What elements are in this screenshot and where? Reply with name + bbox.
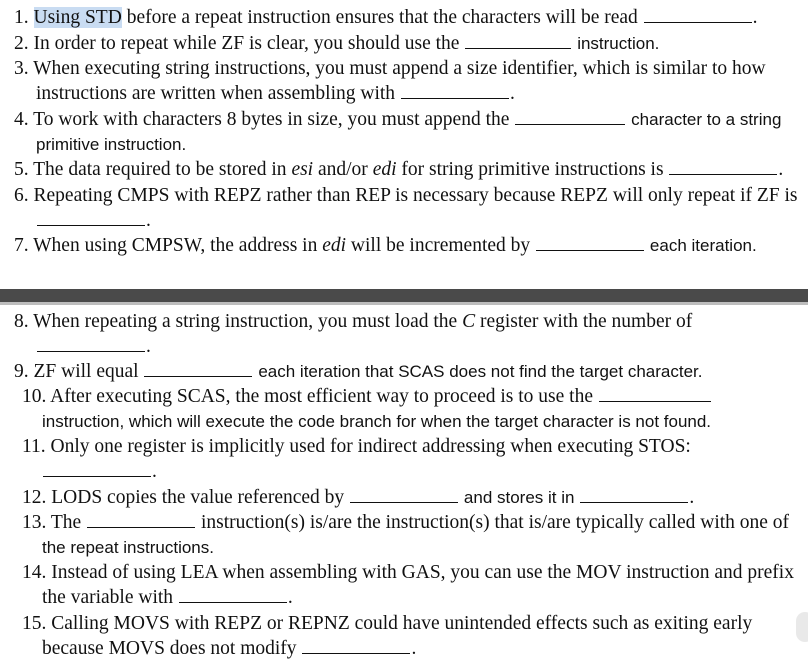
question-text: instruction.: [577, 34, 660, 53]
register-letter: C: [462, 311, 476, 332]
question-13-line-2: the repeat instructions.: [42, 538, 214, 557]
question-11: 11. Only one register is implicitly used for indirect addressing when executing STOS:: [22, 436, 691, 457]
section-divider-shadow: [0, 302, 808, 305]
answer-blank[interactable]: [644, 21, 752, 23]
question-12: [22, 486, 694, 510]
question-text: 4. To work with characters 8 bytes in size, you must append the: [14, 109, 510, 130]
question-text: and/or: [313, 159, 373, 180]
question-15: 15. Calling MOVS with REPZ or REPNZ could have unintended effects such as exiting early: [22, 613, 753, 634]
question-text: 8. When repeating a string instruction, you must load the: [14, 311, 463, 332]
question-text: instruction(s) is/are the instruction(s) that is/are typically called with one of: [200, 512, 790, 533]
question-7: [14, 234, 757, 258]
highlighted-term: Using STD: [33, 7, 122, 28]
punctuation: .: [287, 587, 293, 608]
question-4-line-2: primitive instruction.: [36, 135, 187, 154]
answer-blank[interactable]: [43, 475, 151, 477]
punctuation: .: [152, 461, 157, 482]
punctuation: .: [752, 7, 758, 28]
register-name: edi: [372, 159, 397, 180]
question-text: because MOVS does not modify: [42, 638, 297, 659]
question-text: 7. When using CMPSW, the address in: [14, 235, 323, 256]
question-text: instructions are written when assembling with: [36, 83, 396, 104]
question-9: [14, 360, 703, 384]
question-text: and stores it in: [463, 488, 575, 507]
question-3-line-1: 3. When executing string instructions, you must append a size identifier, which is similar to how: [14, 58, 766, 79]
answer-blank[interactable]: [37, 224, 145, 226]
answer-blank[interactable]: [599, 400, 711, 402]
answer-blank[interactable]: [580, 501, 688, 503]
punctuation: .: [689, 487, 695, 508]
question-8-line-2: [36, 335, 151, 359]
answer-blank[interactable]: [87, 526, 195, 528]
question-15-line-2: [42, 637, 416, 661]
register-name: esi: [291, 159, 314, 180]
answer-blank[interactable]: [302, 652, 410, 654]
question-6: 6. Repeating CMPS with REPZ rather than REP is necessary because REPZ will only repeat if ZF is: [14, 185, 798, 206]
punctuation: .: [146, 336, 151, 357]
punctuation: .: [411, 638, 417, 659]
answer-blank[interactable]: [179, 601, 287, 603]
question-1: [14, 6, 758, 30]
question-3-line-2: [36, 82, 515, 106]
question-5: [14, 158, 783, 182]
punctuation: .: [146, 210, 151, 231]
answer-blank[interactable]: [37, 350, 145, 352]
punctuation: .: [509, 83, 515, 104]
question-2: [14, 32, 659, 56]
question-13: [22, 511, 789, 535]
answer-blank[interactable]: [536, 249, 644, 251]
question-text: the variable with: [42, 587, 174, 608]
question-14-line-2: [42, 586, 293, 610]
answer-blank[interactable]: [144, 375, 252, 377]
question-text: 5. The data required to be stored in: [14, 159, 292, 180]
answer-blank[interactable]: [465, 47, 571, 49]
question-text: for string primitive instructions is: [396, 159, 664, 180]
question-text: 9. ZF will equal: [14, 361, 139, 382]
question-text: register with the number of: [475, 311, 693, 332]
question-text: each iteration.: [649, 236, 757, 255]
question-text: before a repeat instruction ensures that the characters will be read: [121, 7, 638, 28]
question-6-line-2: [36, 209, 151, 233]
question-14: 14. Instead of using LEA when assembling with GAS, you can use the MOV instruction and prefix: [22, 562, 794, 583]
question-text: 13. The: [22, 512, 82, 533]
question-text: 2. In order to repeat while ZF is clear, you should use the: [14, 33, 460, 54]
question-10-line-2: instruction, which will execute the code branch for when the target character is not found.: [42, 412, 712, 431]
scrollbar-thumb[interactable]: [796, 612, 808, 642]
question-11-line-2: [42, 460, 157, 484]
question-10-line-1: [22, 385, 712, 409]
question-text: 10. After executing SCAS, the most efficient way to proceed is to use the: [22, 386, 593, 407]
question-text: each iteration that SCAS does not find the target character.: [258, 362, 703, 381]
question-4-line-1: [14, 108, 781, 132]
answer-blank[interactable]: [669, 173, 777, 175]
register-name: edi: [322, 235, 347, 256]
question-text: character to a string: [631, 110, 782, 129]
answer-blank[interactable]: [515, 123, 625, 125]
question-text: will be incremented by: [346, 235, 531, 256]
question-8: [14, 310, 692, 334]
question-text: 12. LODS copies the value referenced by: [22, 487, 345, 508]
question-number: 1.: [14, 7, 29, 28]
punctuation: .: [778, 159, 784, 180]
section-divider: [0, 289, 808, 302]
answer-blank[interactable]: [350, 501, 458, 503]
answer-blank[interactable]: [401, 97, 509, 99]
